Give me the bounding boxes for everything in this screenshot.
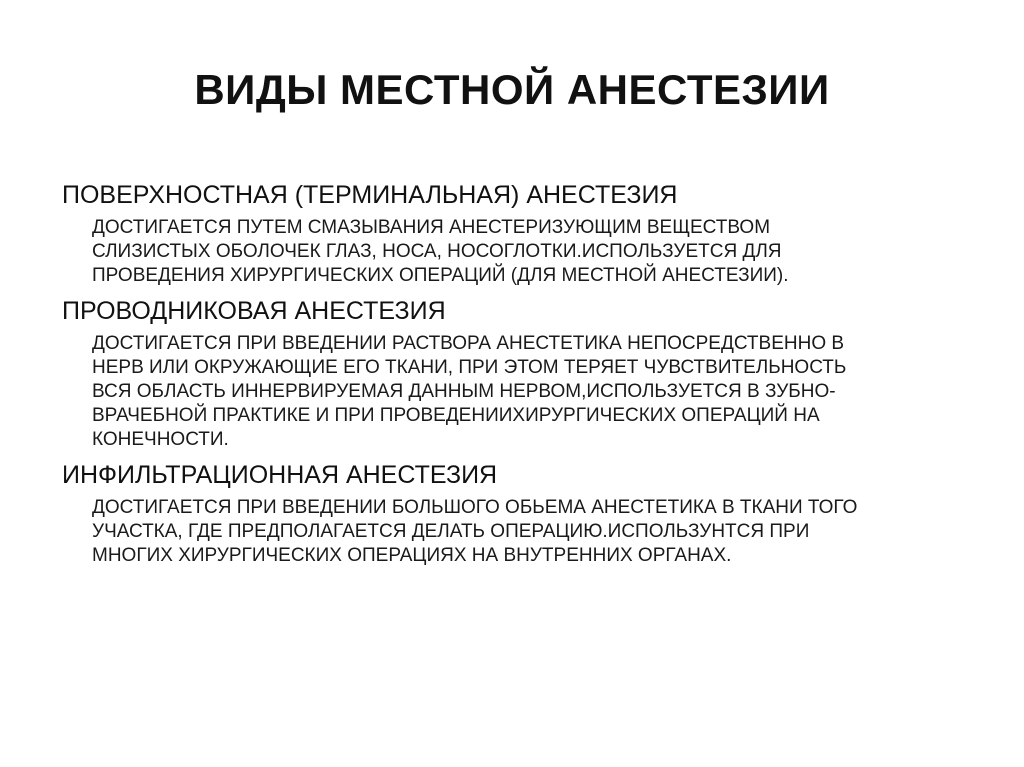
section-heading: ПОВЕРХНОСТНАЯ (ТЕРМИНАЛЬНАЯ) АНЕСТЕЗИЯ: [62, 181, 678, 209]
description-line: КОНЕЧНОСТИ.: [92, 429, 229, 450]
description-line: ПРОВЕДЕНИЯ ХИРУРГИЧЕСКИХ ОПЕРАЦИЙ (ДЛЯ МЕСТНОЙ АНЕСТЕЗИИ).: [92, 265, 789, 286]
section-description: [62, 496, 962, 568]
section-heading: ПРОВОДНИКОВАЯ АНЕСТЕЗИЯ: [62, 297, 446, 325]
description-line: УЧАСТКА, ГДЕ ПРЕДПОЛАГАЕТСЯ ДЕЛАТЬ ОПЕРАЦИЮ.ИСПОЛЬЗУНТСЯ ПРИ: [92, 521, 810, 542]
section-conduction-anesthesia: [62, 294, 962, 452]
section-heading: ИНФИЛЬТРАЦИОННАЯ АНЕСТЕЗИЯ: [62, 461, 498, 489]
description-line: НЕРВ ИЛИ ОКРУЖАЮЩИЕ ЕГО ТКАНИ, ПРИ ЭТОМ ТЕРЯЕТ ЧУВСТВИТЕЛЬНОСТЬ: [92, 357, 847, 378]
description-line: ДОСТИГАЕТСЯ ПРИ ВВЕДЕНИИ РАСТВОРА АНЕСТЕТИКА НЕПОСРЕДСТВЕННО В: [92, 333, 845, 354]
description-line: СЛИЗИСТЫХ ОБОЛОЧЕК ГЛАЗ, НОСА, НОСОГЛОТКИ.ИСПОЛЬЗУЕТСЯ ДЛЯ: [92, 241, 782, 262]
description-line: ВСЯ ОБЛАСТЬ ИННЕРВИРУЕМАЯ ДАННЫМ НЕРВОМ,ИСПОЛЬЗУЕТСЯ В ЗУБНО-: [92, 381, 836, 402]
section-description: [62, 216, 962, 288]
description-line: ВРАЧЕБНОЙ ПРАКТИКЕ И ПРИ ПРОВЕДЕНИИХИРУРГИЧЕСКИХ ОПЕРАЦИЙ НА: [92, 405, 820, 426]
section-infiltration-anesthesia: [62, 458, 962, 568]
description-line: ДОСТИГАЕТСЯ ПРИ ВВЕДЕНИИ БОЛЬШОГО ОБЬЕМА АНЕСТЕТИКА В ТКАНИ ТОГО: [92, 497, 858, 518]
slide-body: [62, 178, 962, 570]
section-description: [62, 332, 962, 452]
slide-title: ВИДЫ МЕСТНОЙ АНЕСТЕЗИИ: [194, 66, 830, 113]
description-line: МНОГИХ ХИРУРГИЧЕСКИХ ОПЕРАЦИЯХ НА ВНУТРЕННИХ ОРГАНАХ.: [92, 545, 732, 566]
section-surface-anesthesia: [62, 178, 962, 288]
description-line: ДОСТИГАЕТСЯ ПУТЕМ СМАЗЫВАНИЯ АНЕСТЕРИЗУЮЩИМ ВЕЩЕСТВОМ: [92, 217, 771, 238]
